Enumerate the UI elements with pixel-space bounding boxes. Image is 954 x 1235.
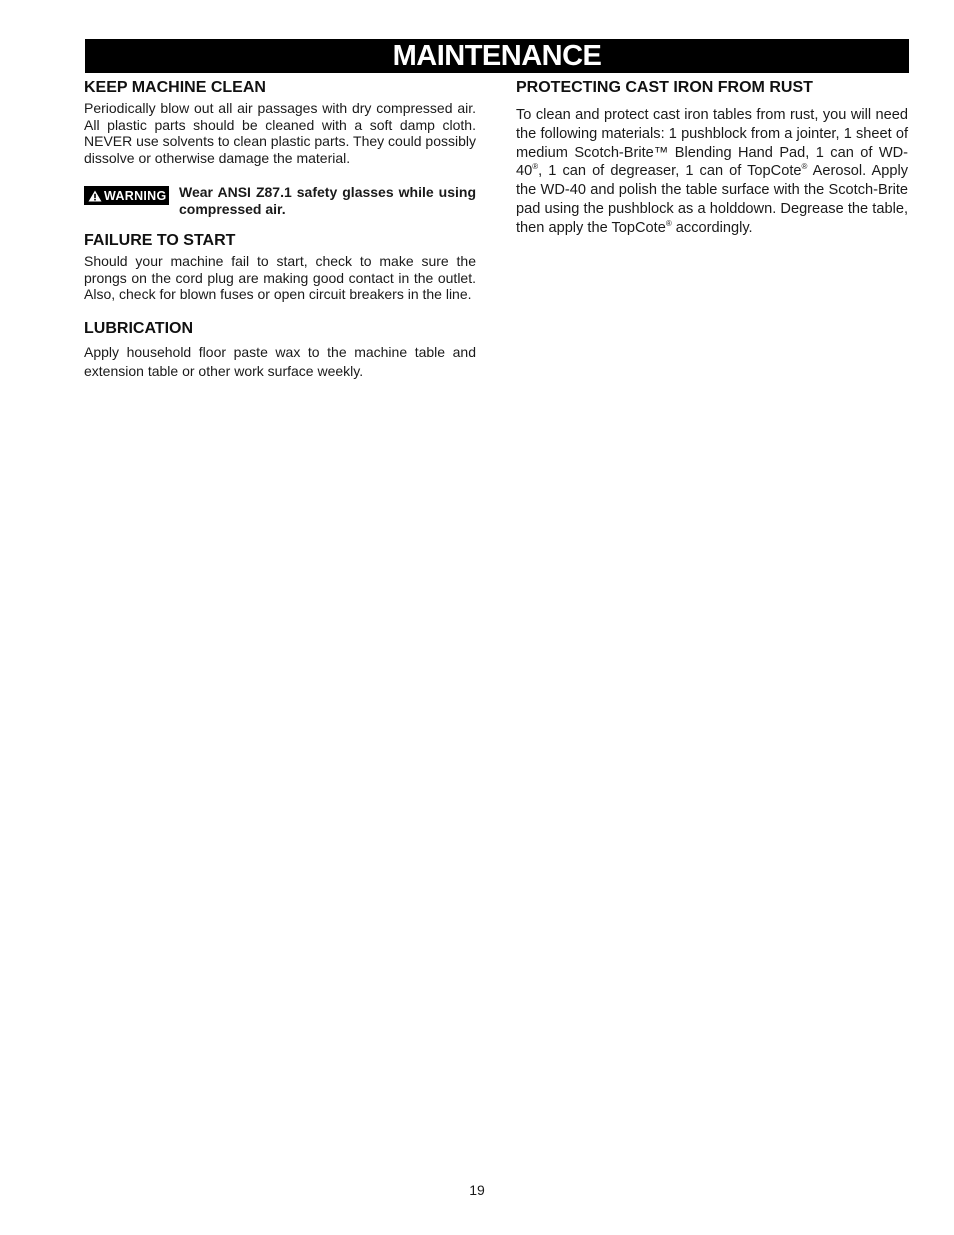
- section-failure-to-start: [84, 231, 476, 303]
- rust-body-part3: Aerosol. Apply the WD-40 and polish the table surface with the Scotch-Brite pad using the pushblock as a holddown. Degrease the table, then apply the TopCote: [516, 163, 908, 236]
- warning-badge: [84, 186, 169, 205]
- section-body-protecting-cast-iron: [516, 106, 908, 238]
- page-title: MAINTENANCE: [85, 39, 909, 73]
- section-heading-failure-to-start: FAILURE TO START: [84, 232, 236, 249]
- section-heading-protecting-cast-iron: PROTECTING CAST IRON FROM RUST: [516, 79, 813, 96]
- page-number: 19: [469, 1182, 485, 1198]
- section-protecting-cast-iron: [516, 78, 908, 238]
- section-body-lubrication: Apply household floor paste wax to the machine table and extension table or other work surface weekly.: [84, 343, 476, 379]
- warning-callout: [84, 184, 476, 217]
- right-column: [516, 78, 908, 248]
- warning-badge-label: WARNING: [104, 188, 167, 203]
- warning-triangle-icon: [88, 190, 102, 202]
- registered-mark: ®: [532, 162, 539, 172]
- section-body-keep-clean: Periodically blow out all air passages with dry compressed air. All plastic parts should be cleaned with a soft damp cloth. NEVER use solvents to clean plastic parts. They could possibly dissolve or otherwise damage the material.: [84, 100, 476, 166]
- warning-text: Wear ANSI Z87.1 safety glasses while using compressed air.: [179, 184, 476, 217]
- left-column: [84, 78, 476, 391]
- rust-body-part4: accordingly.: [671, 219, 753, 236]
- rust-body-part2: , 1 can of degreaser, 1 can of TopCote: [538, 163, 802, 180]
- section-heading-keep-clean: KEEP MACHINE CLEAN: [84, 79, 266, 96]
- registered-mark: ®: [665, 218, 672, 228]
- section-body-failure-to-start: Should your machine fail to start, check to make sure the prongs on the cord plug are making good contact in the outlet. Also, check for blown fuses or open circuit breakers in the line.: [84, 253, 476, 302]
- rust-body-part1: To clean and protect cast iron tables from rust, you will need the following materials: 1 pushblock from a jointer, 1 sheet of medium Scotch-Brite™ Blending Hand Pad, 1 can of WD-40: [516, 107, 908, 180]
- registered-mark: ®: [801, 162, 808, 172]
- section-heading-lubrication: LUBRICATION: [84, 319, 194, 337]
- section-lubrication: [84, 319, 476, 381]
- section-keep-clean: [84, 78, 476, 166]
